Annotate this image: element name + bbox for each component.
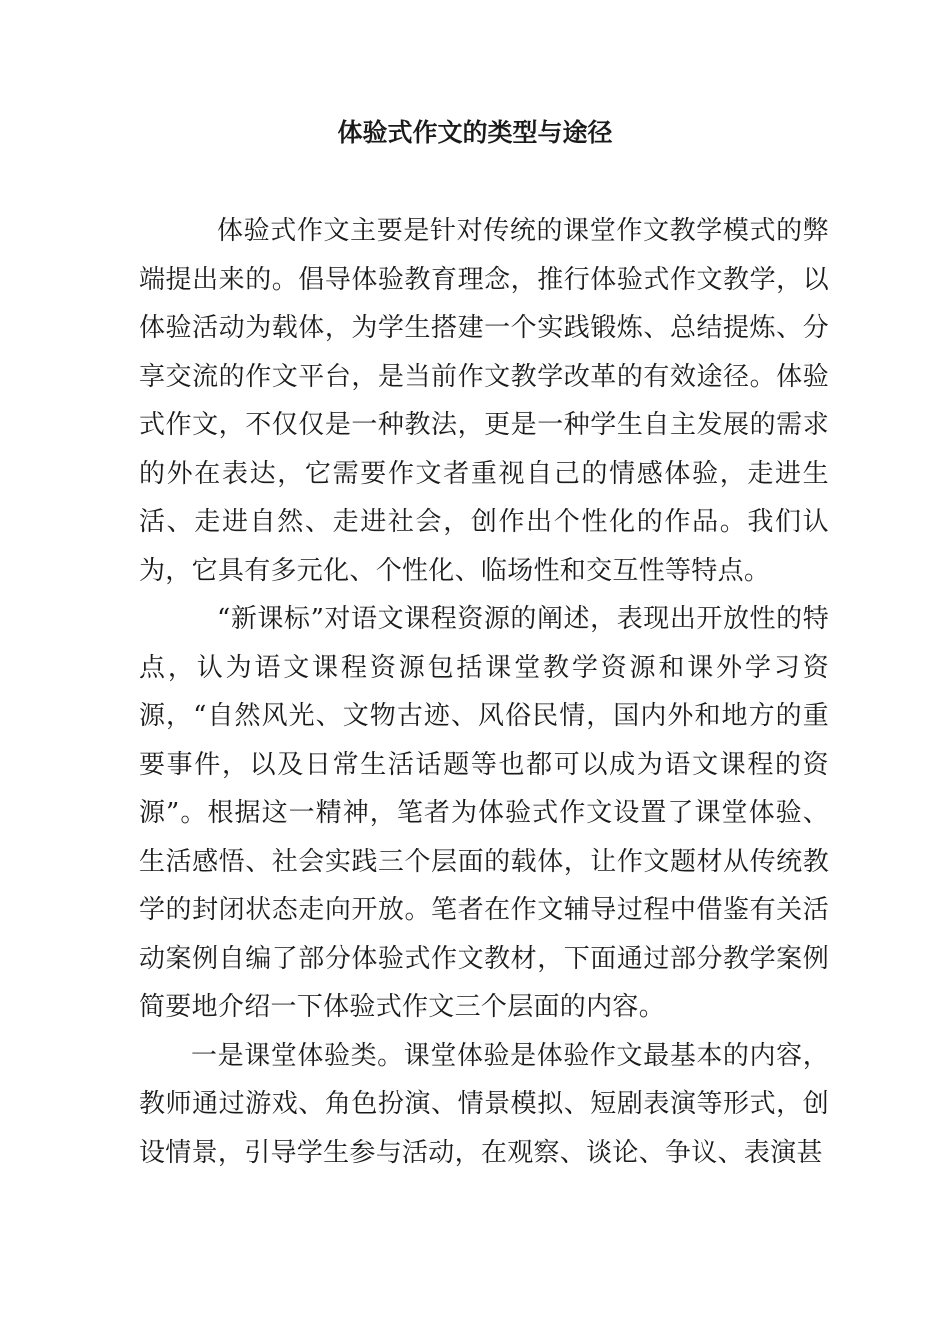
- paragraph-classroom-experience: 一是课堂体验类。课堂体验是体验作文最基本的内容，教师通过游戏、角色扮演、情景模拟、短剧表演等形式，创设情景，引导学生参与活动，在观察、谈论、争议、表演甚: [139, 1040, 829, 1168]
- document-title: 体验式作文的类型与途径: [337, 118, 613, 147]
- paragraph-curriculum: “新课标”对语文课程资源的阐述，表现出开放性的特点，认为语文课程资源包括课堂教学资源和课外学习资源，“自然风光、文物古迹、风俗民情，国内外和地方的重要事件，以及日常生活话题等也都可以成为语文课程的资源”。根据这一精神，笔者为体验式作文设置了课堂体验、生活感悟、社会实践三个层面的载体，让作文题材从传统教学的封闭状态走向开放。笔者在作文辅导过程中借鉴有关活动案例自编了部分体验式作文教材，下面通过部分教学案例简要地介绍一下体验式作文三个层面的内容。: [139, 604, 829, 1022]
- paragraph-intro: 体验式作文主要是针对传统的课堂作文教学模式的弊端提出来的。倡导体验教育理念，推行体验式作文教学，以体验活动为载体，为学生搭建一个实践锻炼、总结提炼、分享交流的作文平台，是当前作文教学改革的有效途径。体验式作文，不仅仅是一种教法，更是一种学生自主发展的需求的外在表达，它需要作文者重视自己的情感体验，走进生活、走进自然、走进社会，创作出个性化的作品。我们认为，它具有多元化、个性化、临场性和交互性等特点。: [139, 216, 829, 586]
- document-body: [139, 207, 829, 1177]
